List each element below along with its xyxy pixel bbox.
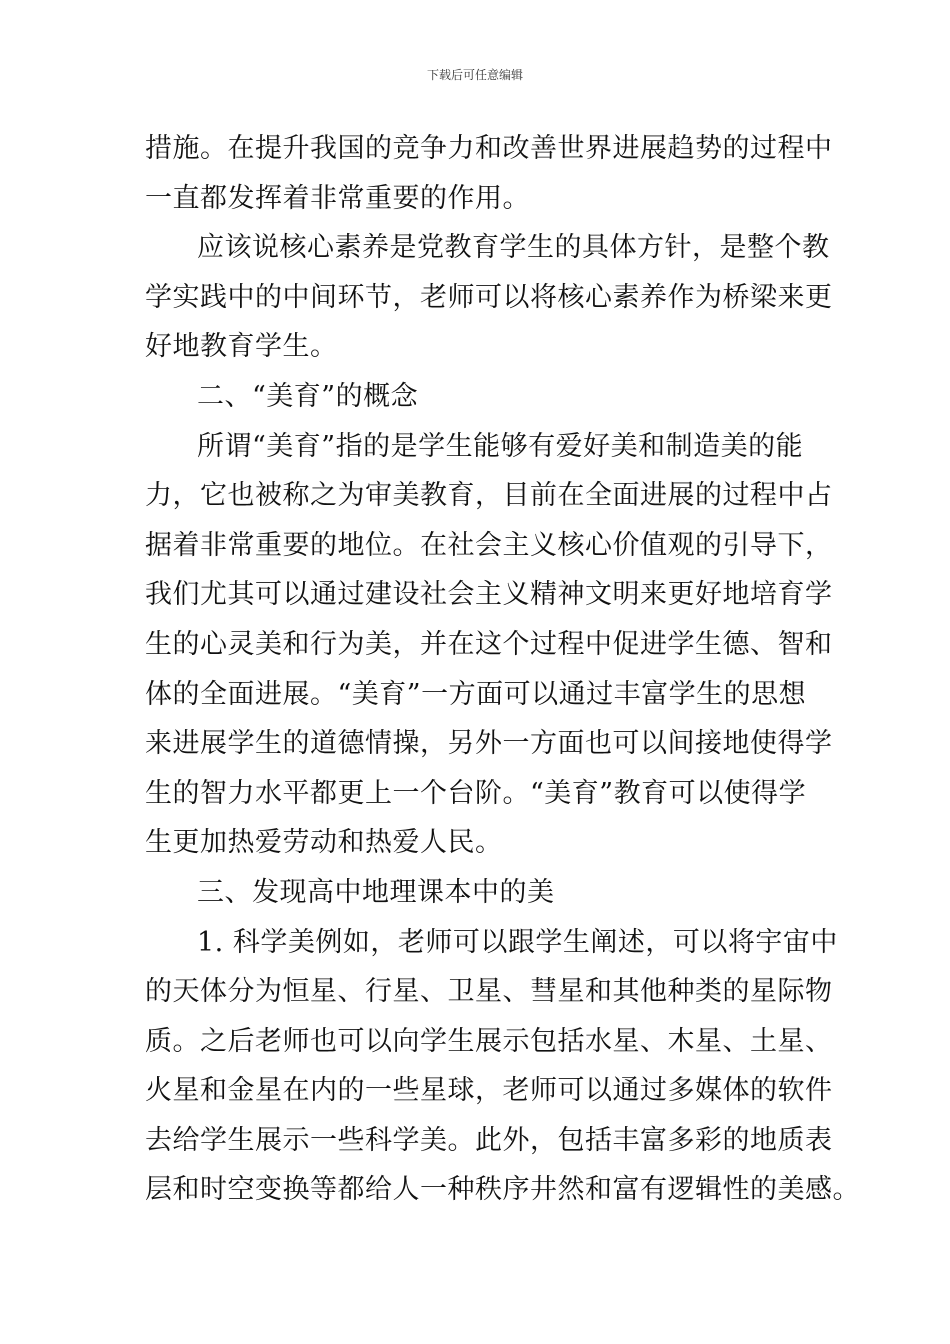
text-line: 生更加热爱劳动和热爱人民。: [145, 827, 503, 859]
text-line: 去给学生展示一些科学美。此外，包括丰富多彩的地质表: [145, 1124, 833, 1156]
text-line: 生的智力水平都更上一个台阶。“美育”教育可以使得学: [145, 777, 807, 809]
text-line: 的天体分为恒星、行星、卫星、彗星和其他种类的星际物: [145, 976, 833, 1008]
text-line: 生的心灵美和行为美，并在这个过程中促进学生德、智和: [145, 628, 833, 660]
text-line: 层和时空变换等都给人一种秩序井然和富有逻辑性的美感。: [145, 1174, 860, 1206]
text-line: 1. 科学美例如，老师可以跟学生阐述，可以将宇宙中: [197, 926, 838, 958]
text-line: 措施。在提升我国的竞争力和改善世界进展趋势的过程中: [145, 133, 833, 164]
text-line: 火星和金星在内的一些星球，老师可以通过多媒体的软件: [145, 1075, 833, 1107]
document-body: [145, 124, 860, 1215]
page-header: 下载后可任意编辑: [426, 68, 523, 82]
text-line: 所谓“美育”指的是学生能够有爱好美和制造美的能: [197, 430, 804, 462]
text-line: 据着非常重要的地位。在社会主义核心价值观的引导下，: [145, 529, 833, 561]
text-line: 来进展学生的道德情操，另外一方面也可以间接地使得学: [145, 728, 833, 760]
section-heading: 三、发现高中地理课本中的美: [197, 876, 555, 908]
section-heading: 二、“美育”的概念: [197, 380, 419, 412]
text-line: 一直都发挥着非常重要的作用。: [145, 182, 530, 214]
text-line: 应该说核心素养是党教育学生的具体方针，是整个教: [197, 232, 830, 264]
text-line: 力，它也被称之为审美教育，目前在全面进展的过程中占: [145, 480, 833, 512]
text-line: 体的全面进展。“美育”一方面可以通过丰富学生的思想: [145, 678, 807, 710]
text-line: 我们尤其可以通过建设社会主义精神文明来更好地培育学: [145, 579, 833, 611]
text-line: 学实践中的中间环节，老师可以将核心素养作为桥梁来更: [145, 281, 833, 313]
text-line: 好地教育学生。: [145, 331, 338, 363]
text-line: 质。之后老师也可以向学生展示包括水星、木星、土星、: [145, 1025, 833, 1057]
